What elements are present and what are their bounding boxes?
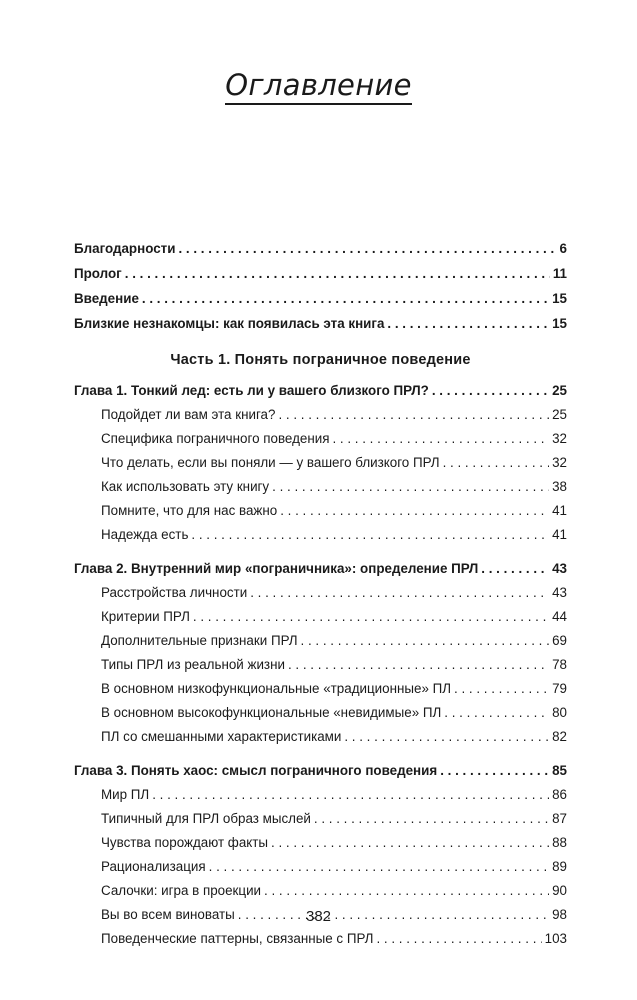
toc-entry-section[interactable]: Мир ПЛ . . . 86: [74, 783, 567, 807]
toc-entry-close-strangers[interactable]: Близкие незнакомцы: как появилась эта книга . . . 15: [74, 311, 567, 336]
toc-entry-section[interactable]: Салочки: игра в проекции . . . 90: [74, 879, 567, 903]
toc-entry-section[interactable]: Как использовать эту книгу . . . 38: [74, 475, 567, 499]
toc-entry-section[interactable]: Что делать, если вы поняли — у вашего близкого ПРЛ . . . 32: [74, 451, 567, 475]
toc-entry-section[interactable]: Помните, что для нас важно . . . 41: [74, 499, 567, 523]
toc-entry-introduction[interactable]: Введение . . . 15: [74, 286, 567, 311]
toc-entry-section[interactable]: Критерии ПРЛ . . . 44: [74, 605, 567, 629]
toc-entry-section[interactable]: Специфика пограничного поведения . . . 32: [74, 427, 567, 451]
toc-entry-chapter-3[interactable]: Глава 3. Понять хаос: смысл пограничного поведения . . . 85: [74, 759, 567, 783]
toc-entry-section[interactable]: Дополнительные признаки ПРЛ . . . 69: [74, 629, 567, 653]
toc-entry-section[interactable]: Типичный для ПРЛ образ мыслей . . . 87: [74, 807, 567, 831]
part-heading: Часть 1. Понять пограничное поведение: [170, 352, 471, 368]
toc-entry-acknowledgements[interactable]: Благодарности . . . 6: [74, 236, 567, 261]
table-of-contents: [74, 236, 567, 951]
toc-entry-section[interactable]: В основном низкофункциональные «традиционные» ПЛ . . . 79: [74, 677, 567, 701]
toc-entry-chapter-2[interactable]: Глава 2. Внутренний мир «пограничника»: определение ПРЛ . . . 43: [74, 557, 567, 581]
toc-entry-section[interactable]: Расстройства личности . . . 43: [74, 581, 567, 605]
toc-entry-chapter-1[interactable]: Глава 1. Тонкий лед: есть ли у вашего близкого ПРЛ? . . . 25: [74, 379, 567, 403]
toc-entry-section[interactable]: Подойдет ли вам эта книга? . . . 25: [74, 403, 567, 427]
page-number: 382: [305, 908, 332, 925]
toc-entry-section[interactable]: Типы ПРЛ из реальной жизни . . . 78: [74, 653, 567, 677]
toc-entry-section[interactable]: Поведенческие паттерны, связанные с ПРЛ . . . 103: [74, 927, 567, 951]
toc-entry-prologue[interactable]: Пролог . . . 11: [74, 261, 567, 286]
toc-entry-section[interactable]: В основном высокофункциональные «невидимые» ПЛ . . . 80: [74, 701, 567, 725]
toc-entry-section[interactable]: Надежда есть . . . 41: [74, 523, 567, 547]
toc-entry-section[interactable]: Вы во всем виноваты . . . 98: [74, 903, 567, 927]
toc-entry-section[interactable]: ПЛ со смешанными характеристиками . . . 82: [74, 725, 567, 749]
toc-entry-section[interactable]: Чувства порождают факты . . . 88: [74, 831, 567, 855]
toc-entry-section[interactable]: Рационализация . . . 89: [74, 855, 567, 879]
toc-title: Оглавление: [0, 68, 637, 102]
